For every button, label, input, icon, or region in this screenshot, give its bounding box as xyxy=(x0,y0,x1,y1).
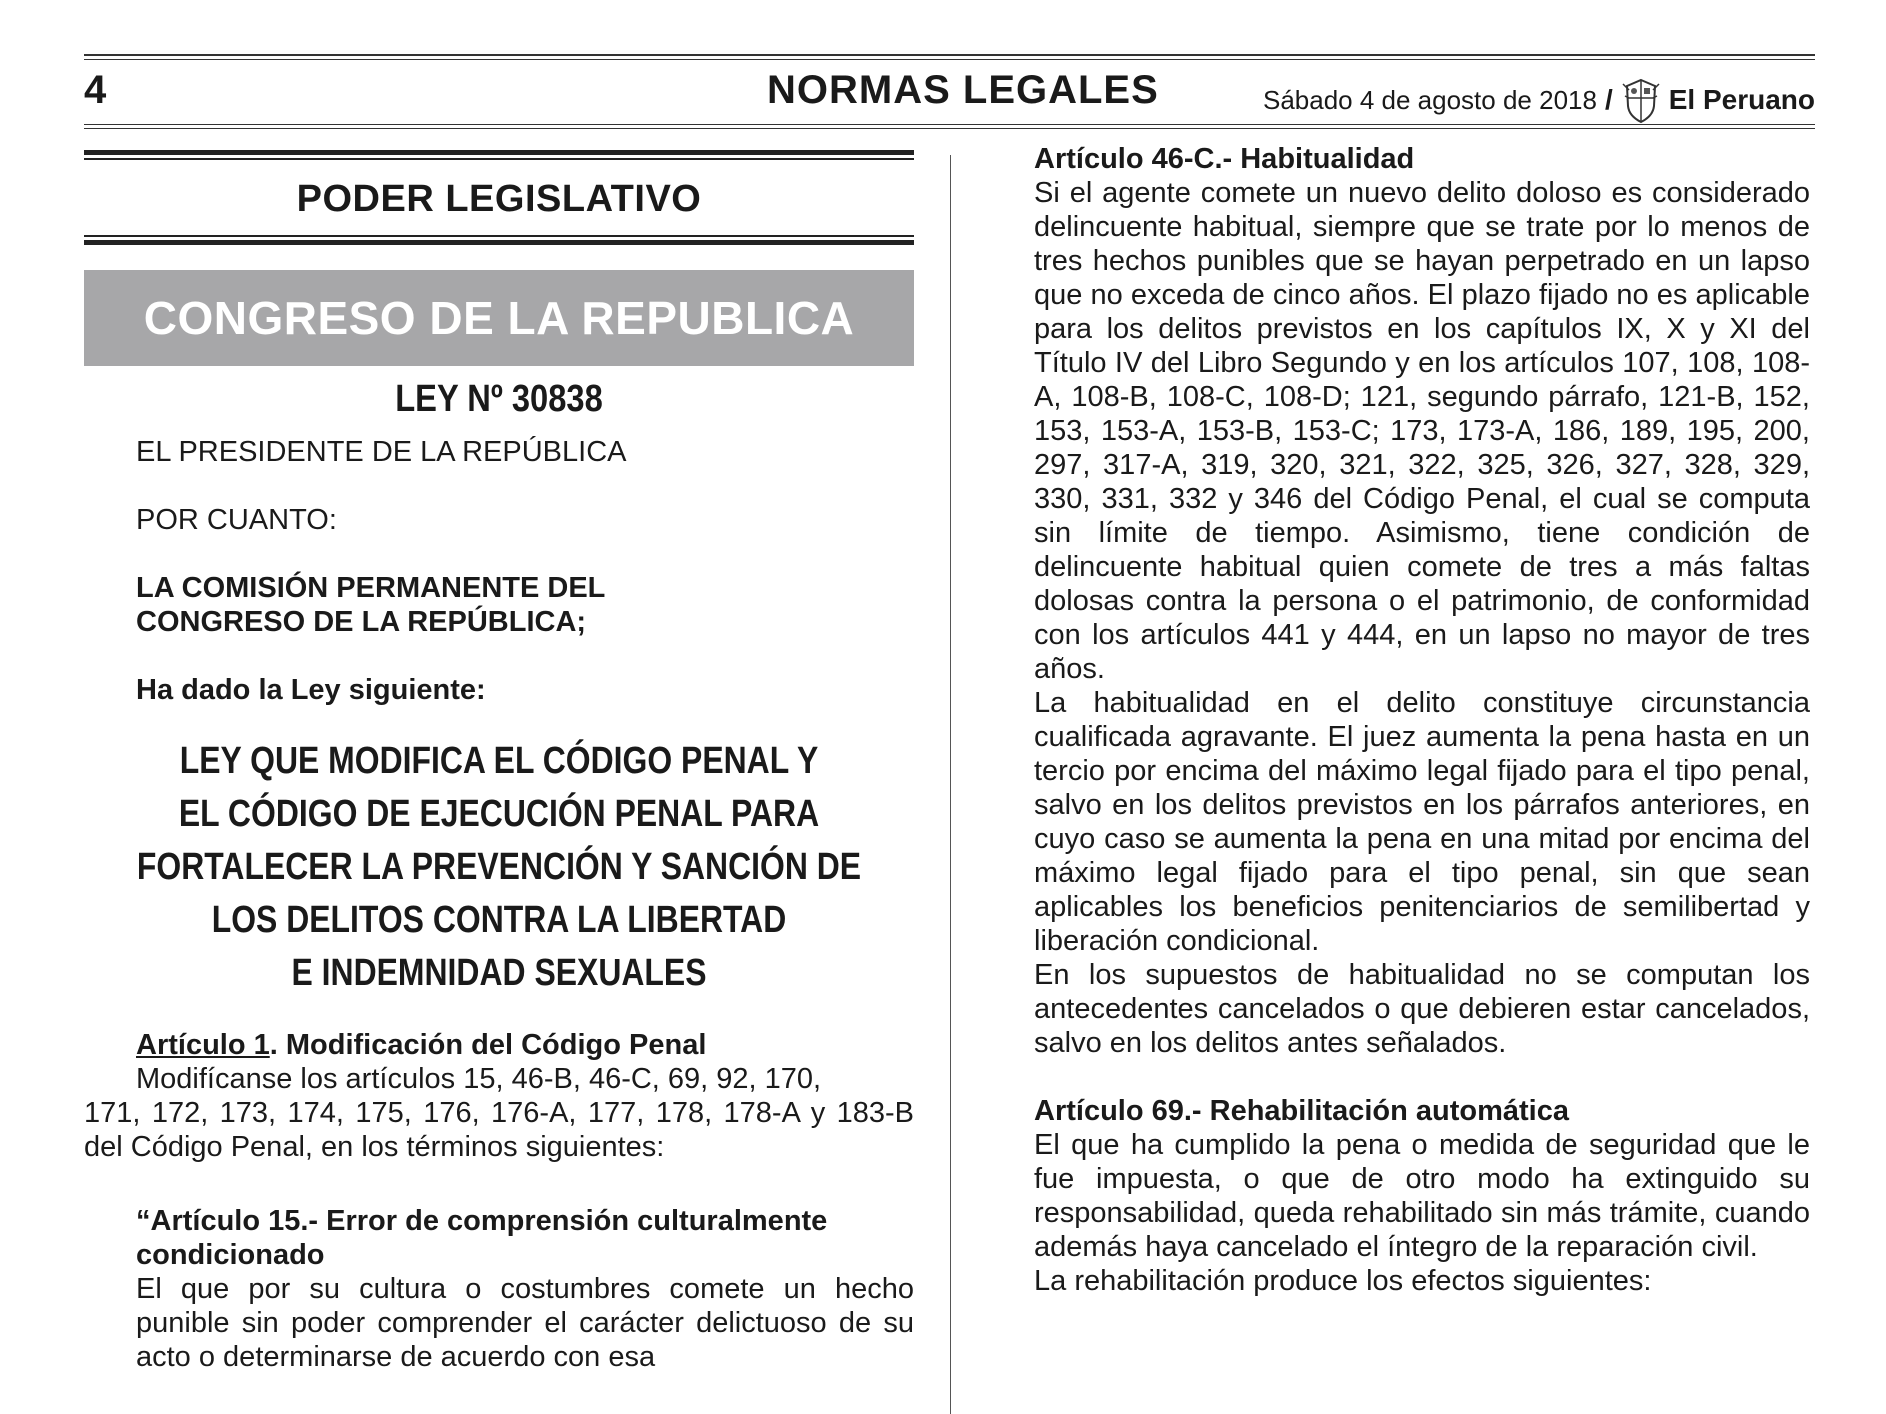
left-column xyxy=(84,150,914,1374)
commission-line-2: CONGRESO DE LA REPÚBLICA; xyxy=(136,606,587,638)
law-title-line: EL CÓDIGO DE EJECUCIÓN PENAL PARA xyxy=(178,793,820,835)
law-title-line: E INDEMNIDAD SEXUALES xyxy=(291,952,707,994)
commission-line-1: LA COMISIÓN PERMANENTE DEL xyxy=(136,572,606,604)
law-title-line: FORTALECER LA PREVENCIÓN Y SANCIÓN DE xyxy=(136,846,862,888)
date-separator: / xyxy=(1604,84,1613,115)
section-title: NORMAS LEGALES xyxy=(767,68,1159,112)
header-top-rule xyxy=(84,54,1815,56)
header-top-rule-thin xyxy=(84,59,1815,60)
article-46c-heading: Artículo 46-C.- Habitualidad xyxy=(1034,143,1415,175)
legislative-rule-top-thin xyxy=(84,158,914,160)
law-title-line: LEY QUE MODIFICA EL CÓDIGO PENAL Y xyxy=(179,740,819,782)
law-title xyxy=(100,735,898,1000)
page-number: 4 xyxy=(84,68,107,112)
article-1-text-first: Modifícanse los artículos 15, 46-B, 46-C, 69, 92, 170, xyxy=(136,1063,822,1095)
section-heading-legislative: PODER LEGISLATIVO xyxy=(296,178,702,220)
article-15-text: El que por su cultura o costumbres comete un hecho punible sin poder comprender el carácter delictuoso de su acto o determinarse de acuerdo con esa xyxy=(136,1273,914,1373)
congress-banner: CONGRESO DE LA REPUBLICA xyxy=(84,270,914,366)
article-46c-paragraph-1: Si el agente comete un nuevo delito doloso es considerado delincuente habitual, siempre que se trate por lo menos de tres hechos punibles que se hayan perpetrado en un lapso que no exceda de cinco años. El plazo fijado no es aplicable para los delitos previstos en los capítulos IX, X y XI del Título IV del Libro Segundo y en los artículos 107, 108, 108-A, 108-B, 108-C, 108-D; 121, segundo párrafo, 121-B, 152, 153, 153-A, 153-B, 153-C; 173, 173-A, 186, 189, 195, 200, 297, 317-A, 319, 320, 321, 322, 325, 326, 327, 328, 329, 330, 331, 332 y 346 del Código Penal, el cual se computa sin límite de tiempo. Asimismo, tiene condición de delincuente habitual quien comete de tres a más faltas dolosas contra la persona o el patrimonio, de conformidad con los artículos 441 y 444, en un lapso no mayor de tres años. xyxy=(1034,177,1810,685)
coat-of-arms-icon xyxy=(1621,76,1661,124)
article-1-heading xyxy=(84,1028,914,1062)
header-bottom-rule-2 xyxy=(84,128,1815,129)
page-header xyxy=(84,62,1815,126)
article-69-heading: Artículo 69.- Rehabilitación automática xyxy=(1034,1095,1569,1127)
right-column xyxy=(1034,142,1810,1298)
article-1-label: Artículo 1 xyxy=(136,1029,270,1061)
law-number: LEY Nº 30838 xyxy=(395,378,603,420)
publication-name: El Peruano xyxy=(1668,84,1815,115)
legislative-rule-bottom xyxy=(84,240,914,245)
article-1-title: . Modificación del Código Penal xyxy=(269,1029,707,1061)
article-46c-paragraph-2: La habitualidad en el delito constituye circunstancia cualificada agravante. El juez aumenta la pena hasta en un tercio por encima del máximo legal fijado para el tipo penal, salvo en los delitos previstos en los párrafos anteriores, en cuyo caso se aumenta la pena en una mitad por encima del máximo legal fijado para el tipo penal, sin que sean aplicables los beneficios penitenciarios de semilibertad y liberación condicional. xyxy=(1034,687,1810,957)
column-divider xyxy=(950,155,951,1414)
law-title-line: LOS DELITOS CONTRA LA LIBERTAD xyxy=(211,899,787,941)
por-cuanto: POR CUANTO: xyxy=(136,504,337,536)
article-1-text: 171, 172, 173, 174, 175, 176, 176-A, 177, 178, 178-A y 183-B del Código Penal, en los términos siguientes: xyxy=(84,1097,914,1163)
article-69-paragraph-2: La rehabilitación produce los efectos siguientes: xyxy=(1034,1265,1652,1297)
publication-info xyxy=(1263,76,1815,124)
publication-date: Sábado 4 de agosto de 2018 xyxy=(1262,84,1597,115)
legislative-rule-bottom-thin xyxy=(84,235,914,237)
header-bottom-rule xyxy=(84,124,1815,125)
article-15-heading: “Artículo 15.- Error de comprensión culturalmente condicionado xyxy=(136,1205,828,1271)
president-line: EL PRESIDENTE DE LA REPÚBLICA xyxy=(136,436,627,468)
legislative-rule-top xyxy=(84,150,914,155)
article-69-paragraph-1: El que ha cumplido la pena o medida de seguridad que le fue impuesta, o que de otro modo ha extinguido su responsabilidad, queda rehabilitado sin más trámite, cuando además haya cancelado el íntegro de la reparación civil. xyxy=(1034,1129,1810,1263)
article-46c-paragraph-3: En los supuestos de habitualidad no se computan los antecedentes cancelados o que debieren estar cancelados, salvo en los delitos antes señalados. xyxy=(1034,959,1810,1059)
ha-dado-line: Ha dado la Ley siguiente: xyxy=(136,674,486,706)
